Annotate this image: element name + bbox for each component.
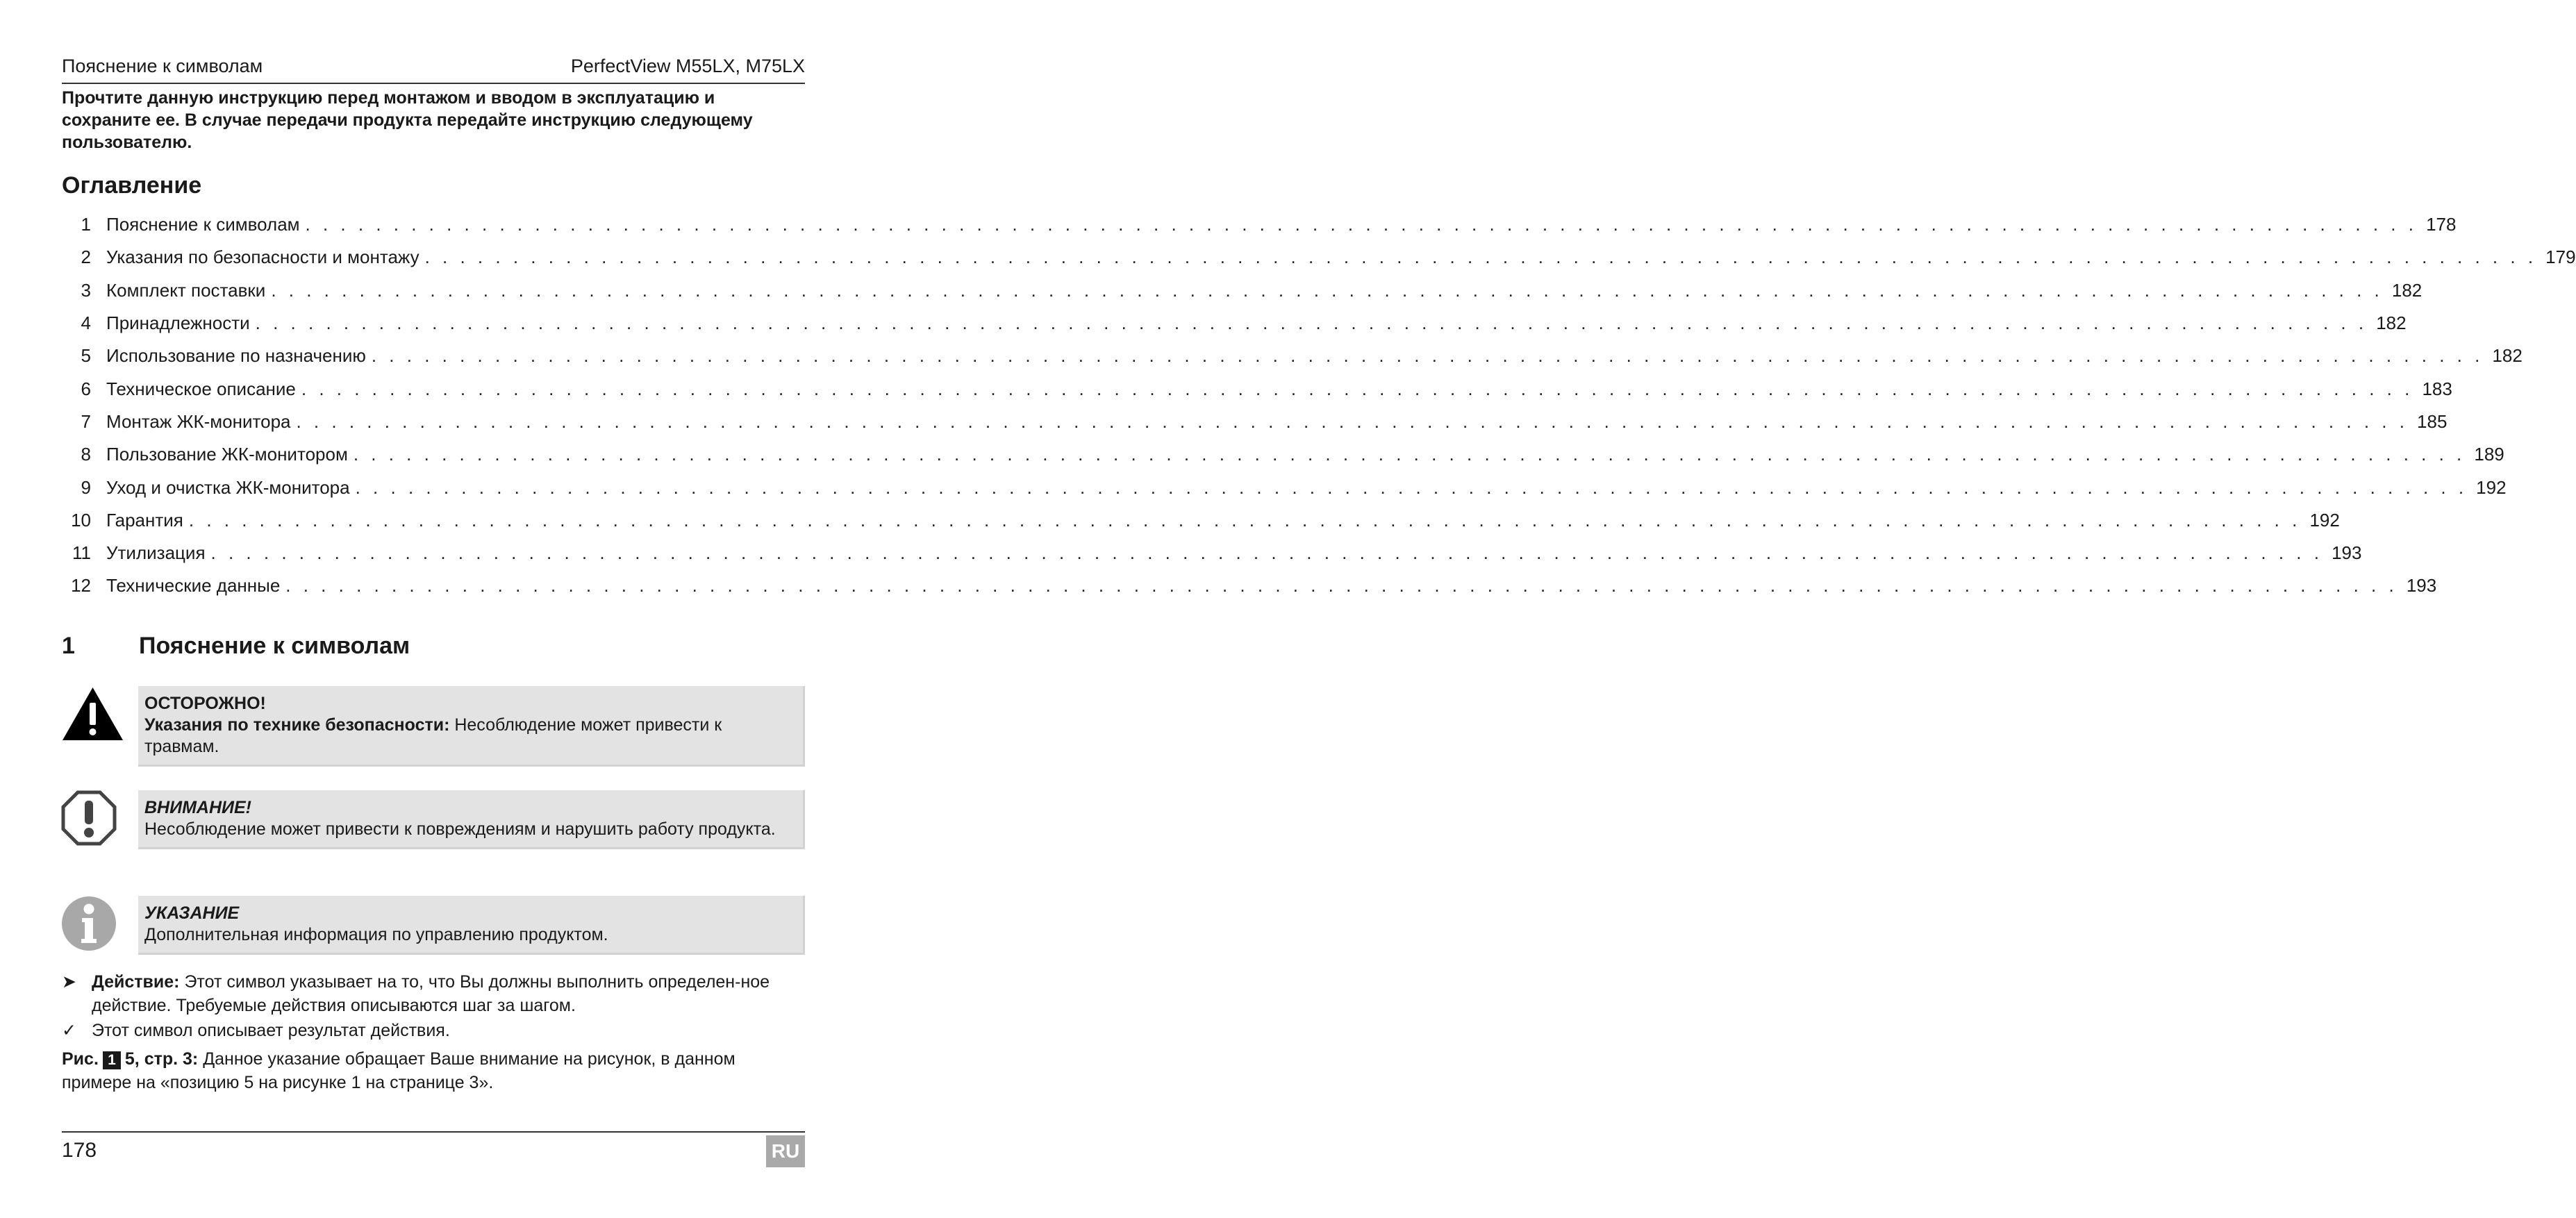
toc-dot-leader: . . . . . . . . . . . . . . . . . . . . . . . . . . . . . . . . . . . . . . . . . . . . . . . . . . . . . . . . . . . . . . . . . . . . . . . . . . . . . . . . . . . . . . . . . . . . . . . . . . . . . . . . . . . . . . . . . . . . . . . . — [353, 444, 2466, 465]
toc-dot-leader: . . . . . . . . . . . . . . . . . . . . . . . . . . . . . . . . . . . . . . . . . . . . . . . . . . . . . . . . . . . . . . . . . . . . . . . . . . . . . . . . . . . . . . . . . . . . . . . . . . . . . . . . . . . . . . . . . . . . . . . . — [188, 509, 2301, 531]
toc-entry-title: Пояснение к символам — [106, 214, 300, 235]
caution-notice — [138, 790, 805, 849]
toc-heading: Оглавление — [62, 172, 202, 199]
toc-entry-title: Использование по назначению — [106, 345, 366, 367]
toc-entry[interactable] — [62, 241, 2576, 274]
toc-entry[interactable] — [62, 569, 2437, 602]
checkmark-icon: ✓ — [62, 1021, 76, 1040]
figure-number-box: 1 — [103, 1051, 121, 1069]
figure-prefix: Рис. — [62, 1049, 99, 1069]
header-divider — [62, 83, 805, 84]
action-symbol-description — [62, 970, 805, 1017]
result-symbol-description — [62, 1019, 805, 1042]
toc-entry-page: 179 — [2545, 247, 2576, 268]
toc-entry-number: 11 — [72, 542, 91, 564]
toc-entry-title: Монтаж ЖК-монитора — [106, 410, 291, 432]
toc-dot-leader: . . . . . . . . . . . . . . . . . . . . . . . . . . . . . . . . . . . . . . . . . . . . . . . . . . . . . . . . . . . . . . . . . . . . . . . . . . . . . . . . . . . . . . . . . . . . . . . . . . . . . . . . . . . . . . . . . . . . . . . . — [355, 476, 2468, 498]
figure-reference-description — [62, 1047, 805, 1094]
caution-text: Несоблюдение может привести к повреждениям и нарушить работу продукта. — [144, 819, 776, 839]
running-header-section: Пояснение к символам — [62, 56, 263, 76]
toc-entry[interactable] — [62, 504, 2340, 537]
toc-entry-page: 178 — [2426, 214, 2457, 235]
footer-divider — [62, 1131, 805, 1133]
warning-notice — [138, 686, 805, 767]
toc-entry[interactable] — [62, 537, 2362, 569]
toc-dot-leader: . . . . . . . . . . . . . . . . . . . . . . . . . . . . . . . . . . . . . . . . . . . . . . . . . . . . . . . . . . . . . . . . . . . . . . . . . . . . . . . . . . . . . . . . . . . . . . . . . . . . . . . . . . . . . . . . . . . . . . . . — [296, 410, 2409, 432]
section-title: Пояснение к символам — [139, 633, 410, 659]
toc-entry-number: 1 — [81, 214, 91, 235]
toc-entry-title: Принадлежности — [106, 312, 250, 334]
toc-entry[interactable] — [62, 274, 2423, 307]
toc-entry[interactable] — [62, 438, 2504, 471]
page-number: 178 — [62, 1139, 97, 1162]
toc-dot-leader: . . . . . . . . . . . . . . . . . . . . . . . . . . . . . . . . . . . . . . . . . . . . . . . . . . . . . . . . . . . . . . . . . . . . . . . . . . . . . . . . . . . . . . . . . . . . . . . . . . . . . . . . . . . . . . . . . . . . . . . . — [210, 542, 2323, 564]
toc-entry-page: 193 — [2406, 575, 2437, 597]
toc-entry-number: 5 — [81, 345, 91, 367]
toc-entry[interactable] — [62, 471, 2507, 503]
toc-entry-number: 8 — [81, 444, 91, 465]
toc-dot-leader: . . . . . . . . . . . . . . . . . . . . . . . . . . . . . . . . . . . . . . . . . . . . . . . . . . . . . . . . . . . . . . . . . . . . . . . . . . . . . . . . . . . . . . . . . . . . . . . . . . . . . . . . . . . . . . . . . . . . . . . . — [424, 247, 2537, 268]
toc-entry-page: 185 — [2417, 410, 2448, 432]
toc-entry[interactable] — [62, 307, 2407, 340]
toc-entry-number: 7 — [81, 410, 91, 432]
caution-label: ВНИМАНИЕ! — [144, 798, 252, 817]
table-of-contents — [62, 208, 2576, 603]
caution-octagon-icon — [61, 790, 117, 846]
toc-entry-title: Указания по безопасности и монтажу — [106, 247, 419, 268]
toc-entry[interactable] — [62, 372, 2452, 405]
toc-entry-title: Техническое описание — [106, 378, 296, 399]
toc-entry-page: 193 — [2332, 542, 2362, 564]
toc-dot-leader: . . . . . . . . . . . . . . . . . . . . . . . . . . . . . . . . . . . . . . . . . . . . . . . . . . . . . . . . . . . . . . . . . . . . . . . . . . . . . . . . . . . . . . . . . . . . . . . . . . . . . . . . . . . . . . . . . . . . . . . . — [305, 214, 2418, 235]
figure-ref: 5, стр. 3: — [124, 1049, 199, 1069]
toc-entry-title: Уход и очистка ЖК-монитора — [106, 476, 350, 498]
toc-entry-number: 12 — [71, 575, 91, 597]
toc-dot-leader: . . . . . . . . . . . . . . . . . . . . . . . . . . . . . . . . . . . . . . . . . . . . . . . . . . . . . . . . . . . . . . . . . . . . . . . . . . . . . . . . . . . . . . . . . . . . . . . . . . . . . . . . . . . . . . . . . . . . . . . . — [371, 345, 2484, 367]
toc-entry-number: 4 — [81, 312, 91, 334]
toc-dot-leader: . . . . . . . . . . . . . . . . . . . . . . . . . . . . . . . . . . . . . . . . . . . . . . . . . . . . . . . . . . . . . . . . . . . . . . . . . . . . . . . . . . . . . . . . . . . . . . . . . . . . . . . . . . . . . . . . . . . . . . . . — [285, 575, 2398, 597]
toc-entry-title: Пользование ЖК-монитором — [106, 444, 348, 465]
toc-entry[interactable] — [62, 406, 2448, 438]
toc-dot-leader: . . . . . . . . . . . . . . . . . . . . . . . . . . . . . . . . . . . . . . . . . . . . . . . . . . . . . . . . . . . . . . . . . . . . . . . . . . . . . . . . . . . . . . . . . . . . . . . . . . . . . . . . . . . . . . . . . . . . . . . . — [301, 378, 2413, 399]
info-icon — [61, 896, 117, 951]
toc-entry-number: 3 — [81, 279, 91, 301]
toc-entry-page: 189 — [2474, 444, 2504, 465]
toc-entry-title: Утилизация — [106, 542, 206, 564]
toc-entry-page: 182 — [2492, 345, 2523, 367]
note-text: Дополнительная информация по управлению продуктом. — [144, 925, 608, 944]
toc-entry[interactable] — [62, 340, 2523, 372]
toc-entry-page: 182 — [2376, 312, 2407, 334]
toc-entry-page: 183 — [2422, 378, 2452, 399]
toc-entry-title: Технические данные — [106, 575, 281, 597]
toc-entry-number: 9 — [81, 476, 91, 498]
figure-text: Данное указание обращает Ваше внимание на рисунок, в данном примере на «позицию 5 на рисунке 1 на странице 3». — [62, 1049, 736, 1092]
warning-sub-label: Указания по технике безопасности: — [144, 715, 450, 735]
toc-dot-leader: . . . . . . . . . . . . . . . . . . . . . . . . . . . . . . . . . . . . . . . . . . . . . . . . . . . . . . . . . . . . . . . . . . . . . . . . . . . . . . . . . . . . . . . . . . . . . . . . . . . . . . . . . . . . . . . . . . . . . . . . — [271, 279, 2384, 301]
note-notice — [138, 896, 805, 955]
toc-dot-leader: . . . . . . . . . . . . . . . . . . . . . . . . . . . . . . . . . . . . . . . . . . . . . . . . . . . . . . . . . . . . . . . . . . . . . . . . . . . . . . . . . . . . . . . . . . . . . . . . . . . . . . . . . . . . . . . . . . . . . . . . — [255, 312, 2368, 334]
section-number: 1 — [62, 633, 75, 659]
toc-entry-number: 2 — [81, 247, 91, 268]
running-header-product: PerfectView M55LX, M75LX — [570, 56, 805, 76]
note-label: УКАЗАНИЕ — [144, 903, 240, 923]
result-text: Этот символ описывает результат действия. — [92, 1021, 450, 1040]
toc-entry-title: Гарантия — [106, 509, 183, 531]
toc-entry-number: 10 — [71, 509, 91, 531]
toc-entry-page: 182 — [2391, 279, 2423, 301]
toc-entry[interactable] — [62, 208, 2457, 241]
toc-entry-page: 192 — [2476, 476, 2507, 498]
toc-entry-page: 192 — [2309, 509, 2340, 531]
warning-triangle-icon — [61, 686, 124, 742]
action-label: Действие: — [92, 972, 180, 992]
action-arrow-icon: ➤ — [62, 972, 76, 992]
intro-instruction: Прочтите данную инструкцию перед монтажом и вводом в эксплуатацию и сохраните ее. В случае передачи продукта передайте инструкцию следующему пользователю. — [62, 88, 753, 152]
toc-entry-number: 6 — [81, 378, 91, 399]
language-badge: RU — [766, 1135, 805, 1167]
toc-entry-title: Комплект поставки — [106, 279, 266, 301]
warning-body — [144, 715, 797, 758]
action-text: Этот символ указывает на то, что Вы должны выполнить определен-ное действие. Требуемые действия описываются шаг за шагом. — [92, 972, 770, 1015]
warning-label: ОСТОРОЖНО! — [144, 694, 266, 713]
warning-text: Несоблюдение может привести к травмам. — [144, 715, 722, 756]
